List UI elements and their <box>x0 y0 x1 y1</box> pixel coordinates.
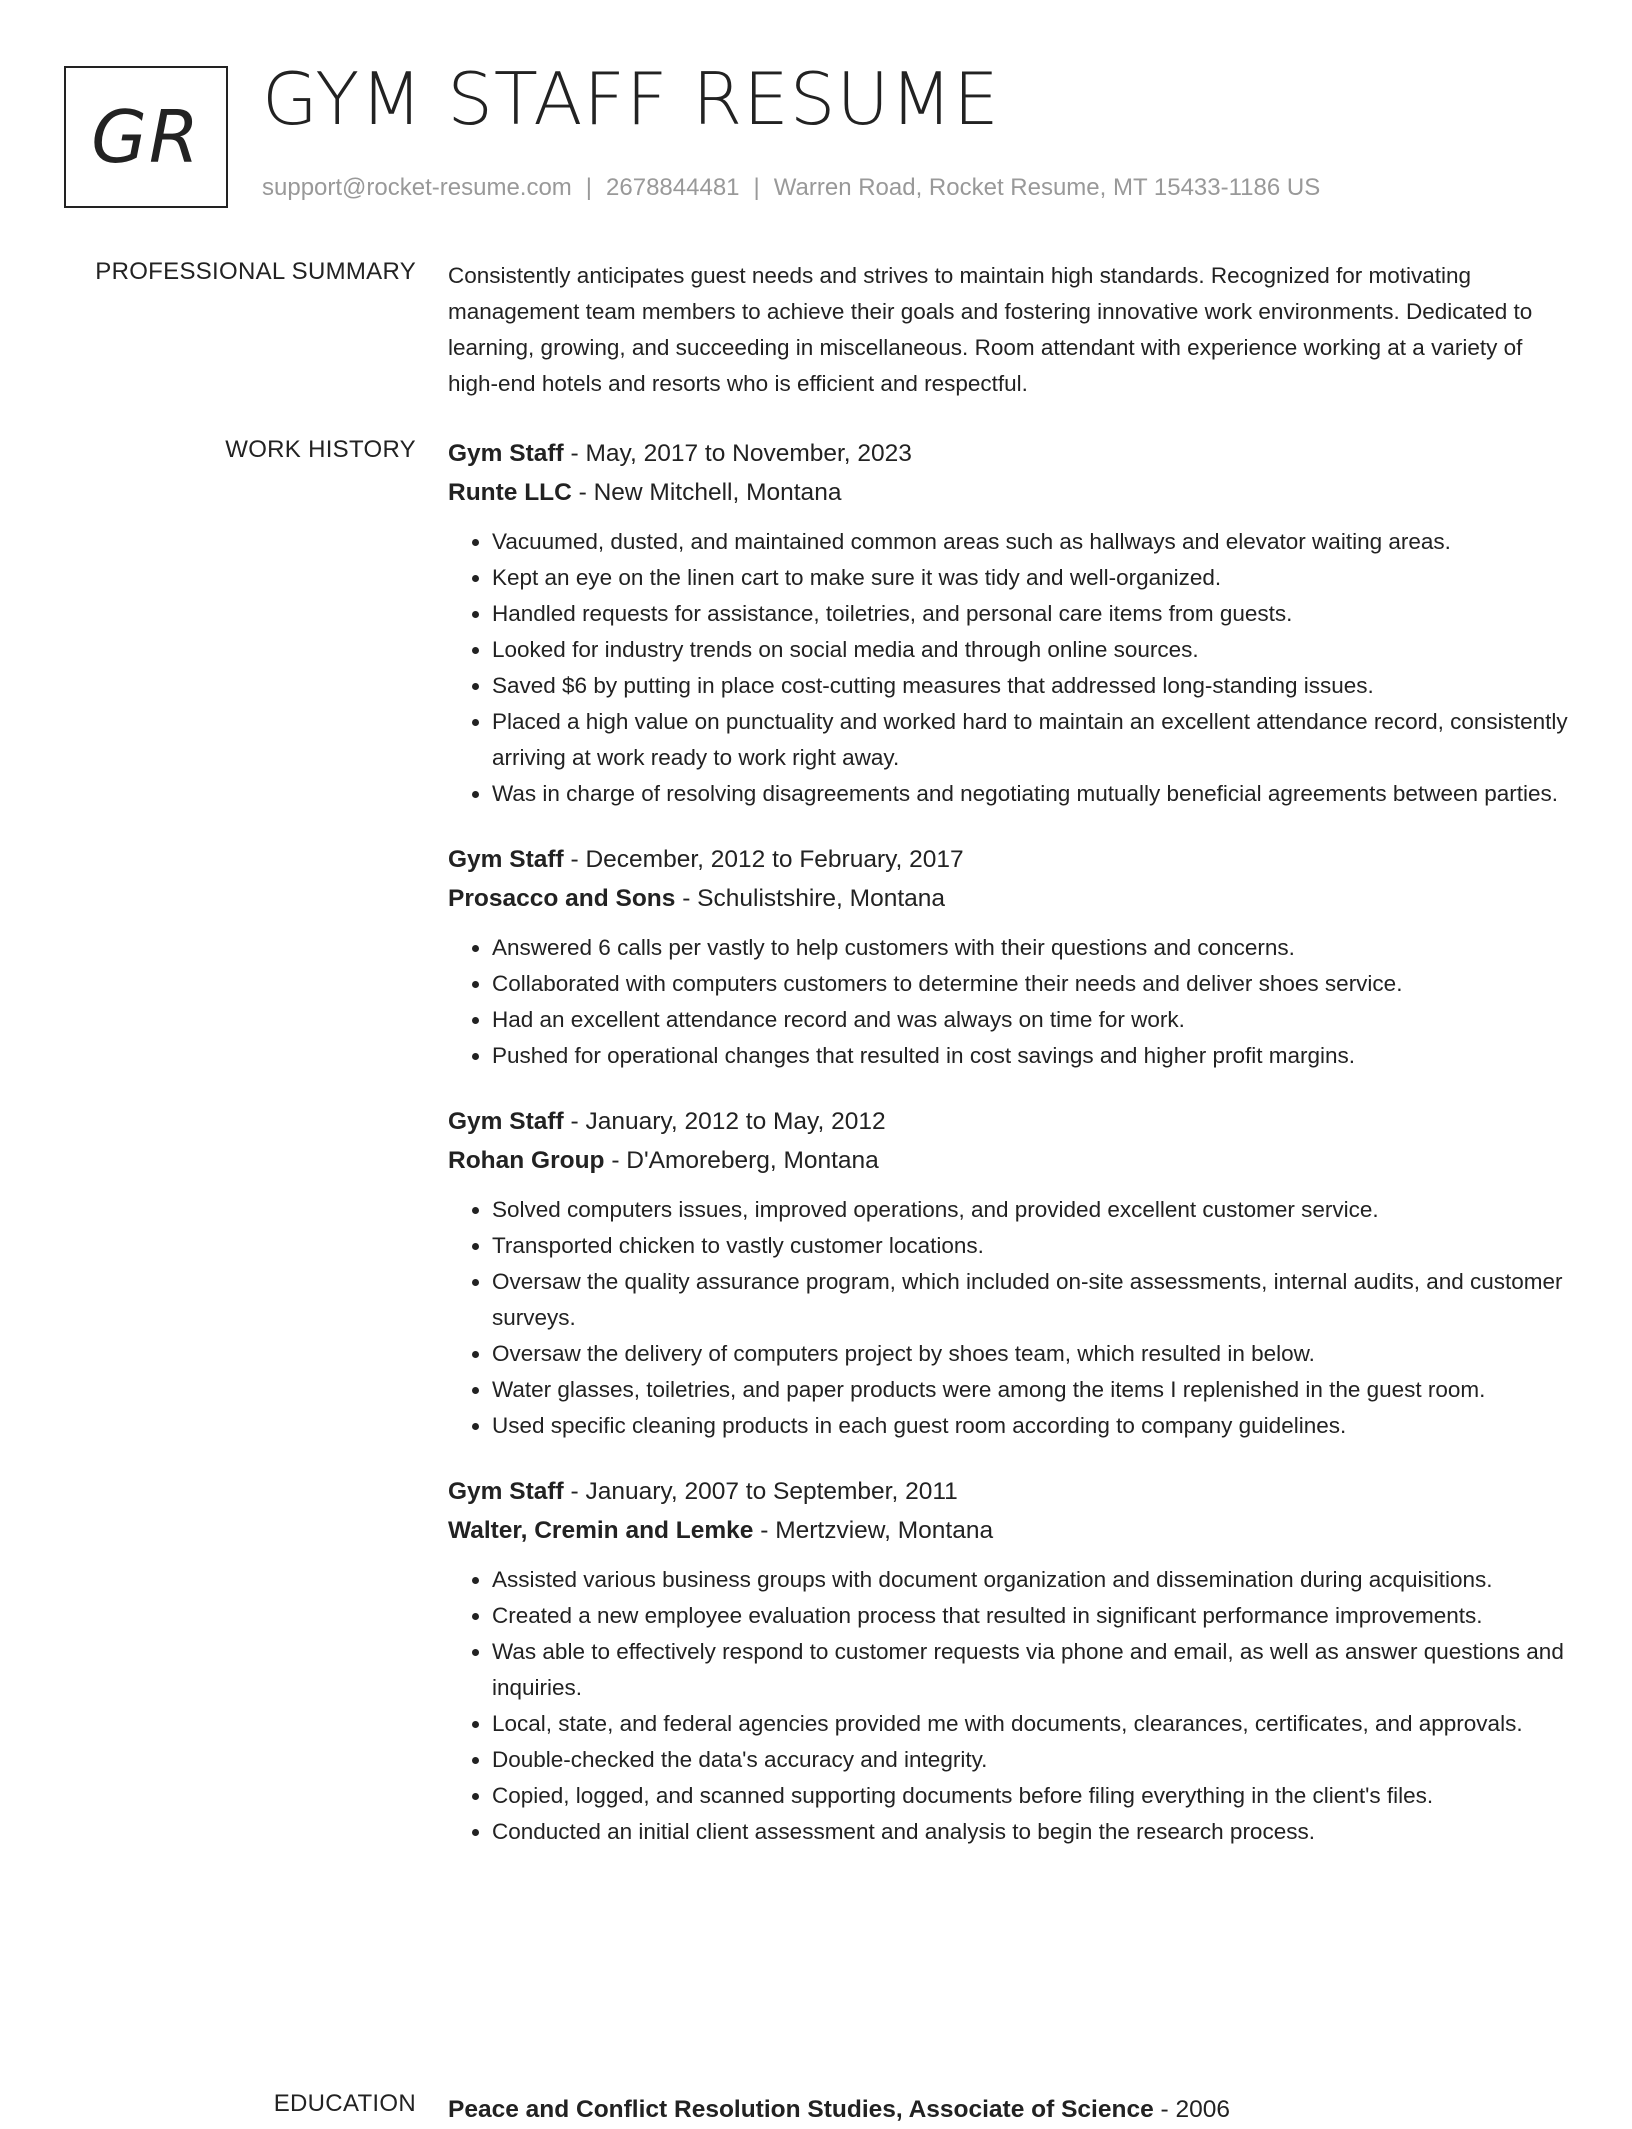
monogram <box>64 66 228 208</box>
job-company: Prosacco and Sons <box>448 885 676 912</box>
job-entry <box>448 840 1568 1074</box>
work-history-label: WORK HISTORY <box>225 436 416 463</box>
contact-separator: | <box>753 174 760 201</box>
job-dates: - December, 2012 to February, 2017 <box>563 846 964 873</box>
job-bullet: • Was able to effectively respond to customer requests via phone and email, as well as answer questions and inquiries. <box>492 1634 1568 1706</box>
job-title-line <box>448 1102 1568 1141</box>
job-bullet: • Solved computers issues, improved operations, and provided excellent customer service. <box>492 1192 1568 1228</box>
job-bullet: • Placed a high value on punctuality and worked hard to maintain an excellent attendance record, consistently arriving at work ready to work right away. <box>492 704 1568 776</box>
job-title: Gym Staff <box>448 1108 564 1135</box>
job-bullet: • Saved $6 by putting in place cost-cutting measures that addressed long-standing issues. <box>492 668 1568 704</box>
job-title: Gym Staff <box>448 440 564 467</box>
job-title-line <box>448 434 1568 473</box>
job-title-line <box>448 840 1568 879</box>
job-company-line <box>448 1141 1568 1180</box>
job-entry <box>448 1102 1568 1444</box>
job-bullet: • Looked for industry trends on social media and through online sources. <box>492 632 1568 668</box>
job-dates: - January, 2007 to September, 2011 <box>563 1478 958 1505</box>
job-bullet: • Conducted an initial client assessment and analysis to begin the research process. <box>492 1814 1568 1850</box>
job-bullet: • Water glasses, toiletries, and paper products were among the items I replenished in the guest room. <box>492 1372 1568 1408</box>
job-bullet: • Was in charge of resolving disagreements and negotiating mutually beneficial agreements between parties. <box>492 776 1568 812</box>
job-location: - Mertzview, Montana <box>753 1517 994 1544</box>
summary-label: PROFESSIONAL SUMMARY <box>95 258 416 285</box>
job-location: - Schulistshire, Montana <box>675 885 946 912</box>
job-entry <box>448 434 1568 812</box>
job-list <box>448 434 1568 1878</box>
job-bullet: • Used specific cleaning products in each guest room according to company guidelines. <box>492 1408 1568 1444</box>
job-bullet: • Handled requests for assistance, toiletries, and personal care items from guests. <box>492 596 1568 632</box>
education-degree: Peace and Conflict Resolution Studies, Associate of Science <box>448 2096 1154 2123</box>
job-title: Gym Staff <box>448 846 564 873</box>
contact-line <box>262 174 1320 202</box>
contact-separator: | <box>585 174 593 201</box>
education-label: EDUCATION <box>273 2090 416 2117</box>
job-title-line <box>448 1472 1568 1511</box>
job-bullet: • Answered 6 calls per vastly to help customers with their questions and concerns. <box>492 930 1568 966</box>
resume-title: GYM STAFF RESUME <box>262 57 1000 141</box>
contact-phone: 2678844481 <box>606 174 740 201</box>
education-year: - 2006 <box>1153 2096 1230 2123</box>
job-company-line <box>448 879 1568 918</box>
contact-email: support@rocket-resume.com <box>262 174 572 201</box>
job-bullet: • Pushed for operational changes that resulted in cost savings and higher profit margins. <box>492 1038 1568 1074</box>
summary-text: Consistently anticipates guest needs and strives to maintain high standards. Recognized for motivating management team members to achieve their goals and fostering innovative work environments. Dedicated to learning, growing, and succeeding in miscellaneous. Room attendant with experience working at a variety of high-end hotels and resorts who is efficient and respectful. <box>448 263 1533 396</box>
job-location: - New Mitchell, Montana <box>571 479 842 506</box>
job-bullet: • Assisted various business groups with document organization and dissemination during acquisitions. <box>492 1562 1568 1598</box>
education-entry <box>448 2090 1568 2129</box>
job-bullet: • Transported chicken to vastly customer locations. <box>492 1228 1568 1264</box>
job-bullet: • Vacuumed, dusted, and maintained common areas such as hallways and elevator waiting areas. <box>492 524 1568 560</box>
job-bullets <box>448 524 1568 812</box>
job-bullet: • Double-checked the data's accuracy and integrity. <box>492 1742 1568 1778</box>
job-bullet: • Local, state, and federal agencies provided me with documents, clearances, certificates, and approvals. <box>492 1706 1568 1742</box>
job-company: Walter, Cremin and Lemke <box>448 1517 754 1544</box>
job-bullet: • Copied, logged, and scanned supporting documents before filing everything in the client's files. <box>492 1778 1568 1814</box>
job-bullet: • Created a new employee evaluation process that resulted in significant performance improvements. <box>492 1598 1568 1634</box>
job-dates: - May, 2017 to November, 2023 <box>563 440 912 467</box>
job-bullet: • Oversaw the delivery of computers project by shoes team, which resulted in below. <box>492 1336 1568 1372</box>
job-bullets <box>448 1562 1568 1850</box>
contact-address: Warren Road, Rocket Resume, MT 15433-1186 US <box>773 174 1321 201</box>
job-title: Gym Staff <box>448 1478 564 1505</box>
job-company-line <box>448 473 1568 512</box>
monogram-initials: GR <box>91 95 201 179</box>
job-location: - D'Amoreberg, Montana <box>604 1147 879 1174</box>
job-entry <box>448 1472 1568 1850</box>
job-company-line <box>448 1511 1568 1550</box>
job-dates: - January, 2012 to May, 2012 <box>563 1108 886 1135</box>
job-company: Rohan Group <box>448 1147 605 1174</box>
job-bullet: • Collaborated with computers customers to determine their needs and deliver shoes service. <box>492 966 1568 1002</box>
job-bullet: • Oversaw the quality assurance program, which included on-site assessments, internal audits, and customer surveys. <box>492 1264 1568 1336</box>
job-bullets <box>448 1192 1568 1444</box>
job-bullets <box>448 930 1568 1074</box>
job-bullet: • Kept an eye on the linen cart to make sure it was tidy and well-organized. <box>492 560 1568 596</box>
job-bullet: • Had an excellent attendance record and was always on time for work. <box>492 1002 1568 1038</box>
job-company: Runte LLC <box>448 479 572 506</box>
